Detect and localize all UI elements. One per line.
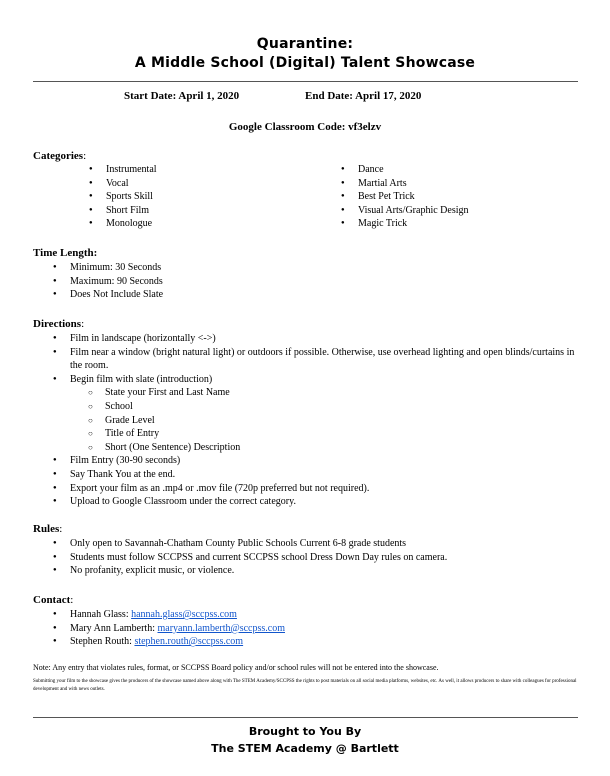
bottom-divider (33, 717, 578, 718)
contact-name: Mary Ann Lamberth: (70, 622, 158, 634)
direction-item: ● Upload to Google Classroom under the correct category. (70, 495, 575, 509)
slate-item: ○ Short (One Sentence) Description (70, 441, 575, 455)
contact-name: Hannah Glass: (70, 609, 132, 620)
time-length-item: ● Does Not Include Slate (70, 288, 163, 302)
contact-heading: Contact: (33, 594, 74, 606)
direction-item: ● Film near a window (bright natural light) or outdoors if possible. Otherwise, use overhead lighting and open blinds/curtains in the room. (70, 346, 575, 373)
top-divider (33, 81, 578, 82)
direction-item: ● Export your film as an .mp4 or .mov file (720p preferred but not required). (70, 482, 575, 496)
contact-email-link[interactable]: stephen.routh@sccpss.com (134, 636, 244, 648)
categories-left-list (106, 163, 157, 231)
category-item: ● Best Pet Trick (358, 190, 469, 204)
contact-list (70, 608, 285, 649)
category-item: ● Visual Arts/Graphic Design (358, 204, 469, 218)
rules-list (70, 537, 447, 578)
end-date: End Date: April 17, 2020 (305, 90, 422, 102)
title-line-1: Quarantine: (256, 36, 354, 52)
direction-item: ● Begin film with slate (introduction) (70, 373, 575, 387)
category-item: ● Martial Arts (358, 177, 469, 191)
direction-item: ● Film Entry (30-90 seconds) (70, 454, 575, 468)
category-item: ● Dance (358, 163, 469, 177)
directions-heading: Directions: (33, 318, 85, 330)
direction-item: ● Say Thank You at the end. (70, 468, 575, 482)
contact-item (70, 635, 285, 649)
contact-item (70, 608, 285, 622)
category-item: ● Sports Skill (106, 190, 157, 204)
rule-item: ● Only open to Savannah-Chatham County Public Schools Current 6-8 grade students (70, 537, 447, 551)
time-length-item: ● Minimum: 30 Seconds (70, 261, 163, 275)
time-length-list (70, 261, 163, 302)
footer-line-2: The STEM Academy @ Bartlett (211, 742, 399, 755)
slate-item: ○ State your First and Last Name (70, 386, 575, 400)
time-length-heading: Time Length: (33, 247, 98, 259)
title-line-2: A Middle School (Digital) Talent Showcase (134, 55, 476, 71)
fine-print: Submitting your film to the showcase gives the producers of the showcase named above along with The STEM Academy/SCCPSS the rights to post materials on all social media platforms, websites, etc. As well, it allows producers to share with colleagues for professional development and with news outlets. (33, 679, 577, 692)
classroom-code: Google Classroom Code: vf3elzv (228, 121, 382, 133)
contact-email-link[interactable]: maryann.lamberth@sccpss.com (157, 622, 285, 634)
category-item: ● Monologue (106, 217, 157, 231)
direction-item: ● Film in landscape (horizontally <->) (70, 332, 575, 346)
rule-item: ● Students must follow SCCPSS and current SCCPSS school Dress Down Day rules on camera. (70, 551, 447, 565)
contact-email-link[interactable]: hannah.glass@sccpss.com (131, 609, 237, 620)
note-text: Note: Any entry that violates rules, format, or SCCPSS Board policy and/or school rules will not be entered into the showcase. (33, 663, 439, 672)
category-item: ● Vocal (106, 177, 157, 191)
time-length-item: ● Maximum: 90 Seconds (70, 275, 163, 289)
category-item: ● Short Film (106, 204, 157, 218)
slate-item: ○ School (70, 400, 575, 414)
slate-item: ○ Title of Entry (70, 427, 575, 441)
category-item: ● Magic Trick (358, 217, 469, 231)
contact-item (70, 622, 285, 636)
directions-list (70, 332, 575, 509)
categories-heading: Categories: (33, 150, 87, 162)
categories-right-list (358, 163, 469, 231)
slate-item: ○ Grade Level (70, 414, 575, 428)
rule-item: ● No profanity, explicit music, or violence. (70, 564, 447, 578)
rules-heading: Rules: (33, 523, 63, 535)
contact-name: Stephen Routh: (70, 636, 135, 648)
footer-line-1: Brought to You By (248, 725, 362, 738)
category-item: ● Instrumental (106, 163, 157, 177)
start-date: Start Date: April 1, 2020 (124, 90, 240, 102)
